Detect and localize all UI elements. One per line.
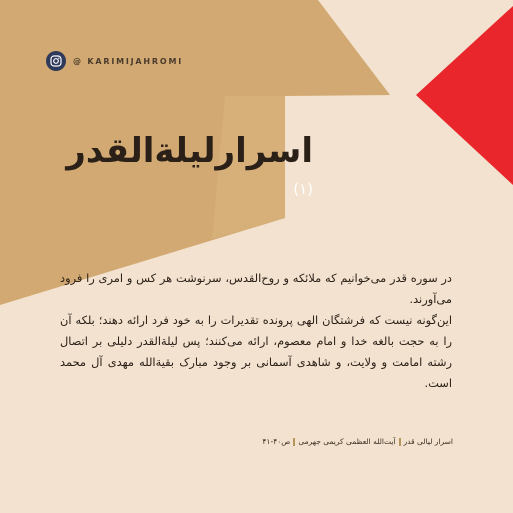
red-triangle-shape: [416, 6, 513, 185]
brand-handle[interactable]: [46, 51, 183, 71]
source-pages: ص۴۰-۴۱: [262, 437, 291, 446]
source-citation: [262, 437, 453, 446]
separator: [399, 438, 401, 446]
body-paragraph: این‌گونه نیست که فرشتگان الهی پرونده تقدیرات را به خود فرد ارائه دهند؛ بلکه آن را به حجت بالغه خدا و امام معصوم، ارائه می‌کنند؛ پس لیلة‌القدر دلیلی بر اتصال رشته امامت و ولایت، و شاهدی آسمانی بر وجود مبارک بقیة‌الله مهدی آل محمد است.: [60, 313, 452, 390]
body-paragraph: در سوره قدر می‌خوانیم که ملائکه و روح‌القدس، سرنوشت هر کس و امری را فرود می‌آورند.: [60, 271, 452, 306]
body-text: [60, 268, 452, 394]
handle-text: @ KARIMIJAHROMI: [73, 56, 184, 66]
source-author: آیت‌الله العظمی کریمی جهرمی: [298, 437, 396, 446]
separator: [293, 438, 295, 446]
source-book: اسرار لیالی قدر: [403, 437, 453, 446]
page-title: اسرارلیلةالقدر: [66, 131, 313, 171]
part-number: (۱): [293, 180, 313, 198]
instagram-icon: [46, 51, 66, 71]
